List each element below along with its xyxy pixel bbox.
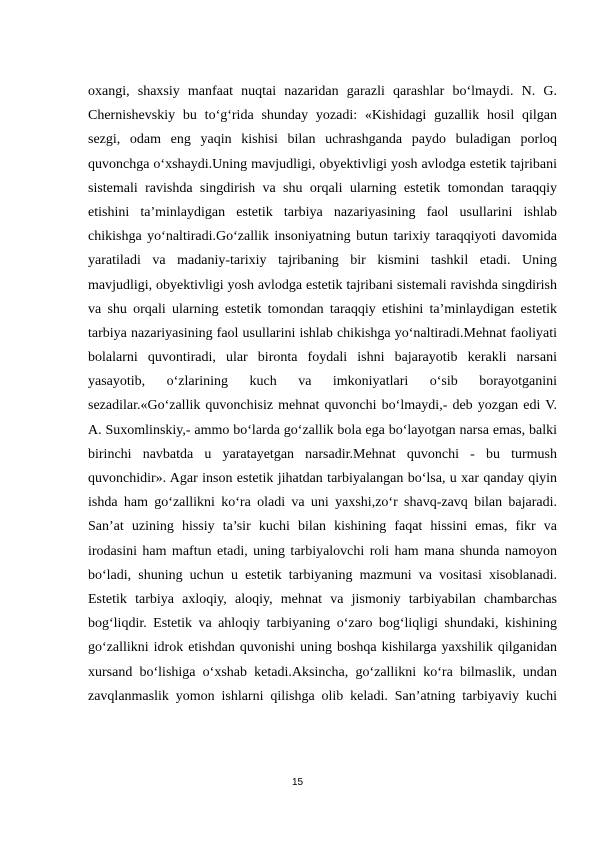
text-line: bo‘ladi, shuning uchun u estetik tarbiyaning mazmuni va vositasi xisoblanadi. [88, 567, 557, 583]
text-line: xursand bo‘lishiga o‘xshab ketadi.Aksincha, go‘zallikni ko‘ra bilmaslik, undan [88, 664, 557, 680]
text-line: quvonchga o‘xshaydi.Uning mavjudligi, obyektivligi yosh avlodga estetik tajribani [88, 156, 557, 172]
text-line: mavjudligi, obyektivligi yosh avlodga estetik tajribani sistemali ravishda singdirish [88, 277, 557, 293]
text-line: ishda ham go‘zallikni ko‘ra oladi va uni yaxshi,zo‘r shavq-zavq bilan bajaradi. [88, 495, 557, 511]
text-line: San’at uzining hissiy ta’sir kuchi bilan kishining faqat hissini emas, fikr va [88, 519, 557, 535]
text-line: bog‘liqdir. Estetik va ahloqiy tarbiyaning o‘zaro bog‘liqligi shundaki, kishining [88, 616, 557, 632]
page-number: 15 [291, 777, 304, 788]
text-line: etishini ta’minlaydigan estetik tarbiya nazariyasining faol usullarini ishlab [88, 204, 557, 220]
text-line: sistemali ravishda singdirish va shu orqali ularning estetik tomondan taraqqiy [88, 180, 557, 196]
text-line: quvonchidir». Agar inson estetik jihatdan tarbiyalangan bo‘lsa, u xar qanday qiyin [88, 471, 557, 486]
text-line: irodasini ham maftun etadi, uning tarbiyalovchi roli ham mana shunda namoyon [88, 543, 557, 559]
text-line: A. Suxomlinskiy,- ammo bo‘larda go‘zallik bola ega bo‘layotgan narsa emas, balki [88, 422, 557, 438]
text-line: sezgi, odam eng yaqin kishisi bilan uchrashganda paydo buladigan porloq [88, 132, 557, 148]
text-line: yasayotib, o‘zlarining kuch va imkoniyatlari o‘sib borayotganini [88, 374, 557, 390]
text-line: tarbiya nazariyasining faol usullarini ishlab chikishga yo‘naltiradi.Mehnat faoliyati [88, 325, 557, 341]
text-line: oxangi, shaxsiy manfaat nuqtai nazaridan garazli qarashlar bo‘lmaydi. N. G. [88, 84, 557, 99]
text-line: zavqlanmaslik yomon ishlarni qilishga olib keladi. San’atning tarbiyaviy kuchi [88, 688, 557, 704]
text-line: yaratiladi va madaniy-tarixiy tajribaning bir kismini tashkil etadi. Uning [88, 253, 557, 269]
text-line: chikishga yo‘naltiradi.Go‘zallik insoniyatning butun tarixiy taraqqiyoti davomida [88, 229, 557, 245]
text-line: sezadilar.«Go‘zallik quvonchisiz mehnat quvonchi bo‘lmaydi,- deb yozgan edi V. [88, 398, 557, 414]
text-line: Chernishevskiy bu to‘g‘rida shunday yozadi: «Kishidagi guzallik hosil qilgan [88, 108, 557, 124]
text-line: va shu orqali ularning estetik tomondan taraqqiy etishini ta’minlaydigan estetik [88, 301, 557, 317]
body-text [88, 80, 557, 709]
text-line: bolalarni quvontiradi, ular bironta foydali ishni bajarayotib kerakli narsani [88, 350, 557, 366]
text-line: birinchi navbatda u yaratayetgan narsadir.Mehnat quvonchi - bu turmush [88, 446, 557, 462]
text-line: Estetik tarbiya axloqiy, aloqiy, mehnat va jismoniy tarbiyabilan chambarchas [88, 591, 557, 607]
text-line: go‘zallikni idrok etishdan quvonishi uning boshqa kishilarga yaxshilik qilganidan [88, 640, 557, 656]
